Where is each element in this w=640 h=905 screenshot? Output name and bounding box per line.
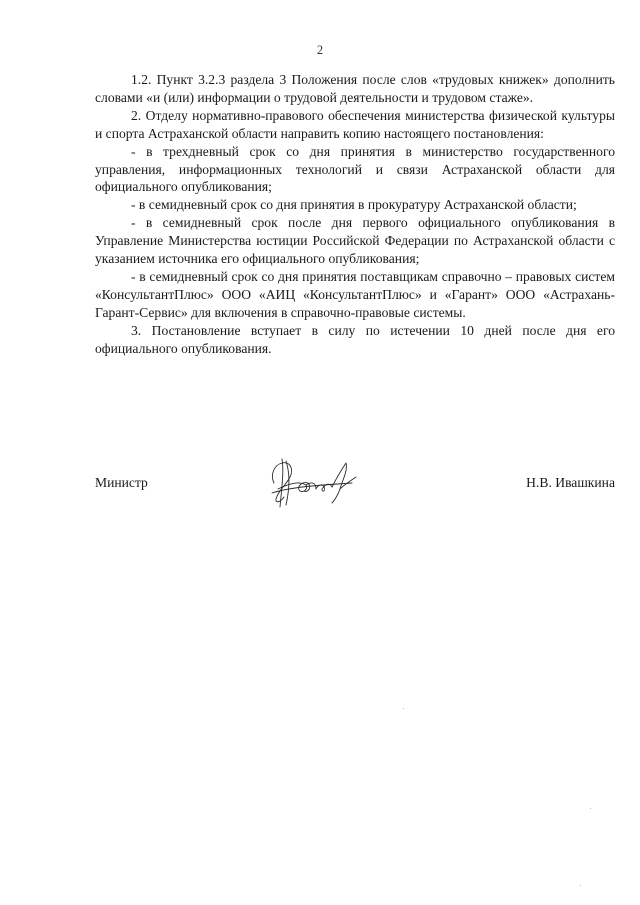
- scan-speck: [403, 708, 404, 709]
- paragraph-2-item-2: - в семидневный срок со дня принятия в прокуратуру Астраханской области;: [131, 197, 577, 213]
- paragraph-2-item-1: - в трехдневный срок со дня принятия в министерство государственного управления, информационных технологий и связи Астраханской области для официального опубликования;: [95, 143, 615, 195]
- paragraph-2: 2. Отделу нормативно-правового обеспечения министерства физической культуры и спорта Астраханской области направить копию настоящего постановления:: [95, 107, 615, 141]
- paragraph-1-2: 1.2. Пункт 3.2.3 раздела 3 Положения после слов «трудовых книжек» дополнить словами «и (или) информации о трудовой деятельности и трудовом стаже».: [95, 72, 615, 105]
- document-body: [95, 71, 615, 358]
- page-number: 2: [316, 43, 324, 57]
- signatory-name: Н.В. Ивашкина: [526, 475, 615, 490]
- paragraph-2-item-4: - в семидневный срок со дня принятия поставщикам справочно – правовых систем «КонсультантПлюс» ООО «АИЦ «КонсультантПлюс» и «Гарант» ООО «Астрахань-Гарант-Сервис» для включения в справочно-правовые системы.: [95, 268, 615, 320]
- handwritten-signature-image: [260, 445, 360, 515]
- paragraph-2-item-3: - в семидневный срок после дня первого официального опубликования в Управление Министерства юстиции Российской Федерации по Астраханской области с указанием источника его официального опубликования;: [95, 215, 615, 267]
- signature-block: [95, 445, 615, 525]
- signatory-title: Министр: [95, 475, 148, 490]
- scan-speck: [580, 885, 581, 886]
- scan-speck: [590, 808, 591, 809]
- paragraph-3: 3. Постановление вступает в силу по истечении 10 дней после дня его официального опубликования.: [95, 322, 615, 356]
